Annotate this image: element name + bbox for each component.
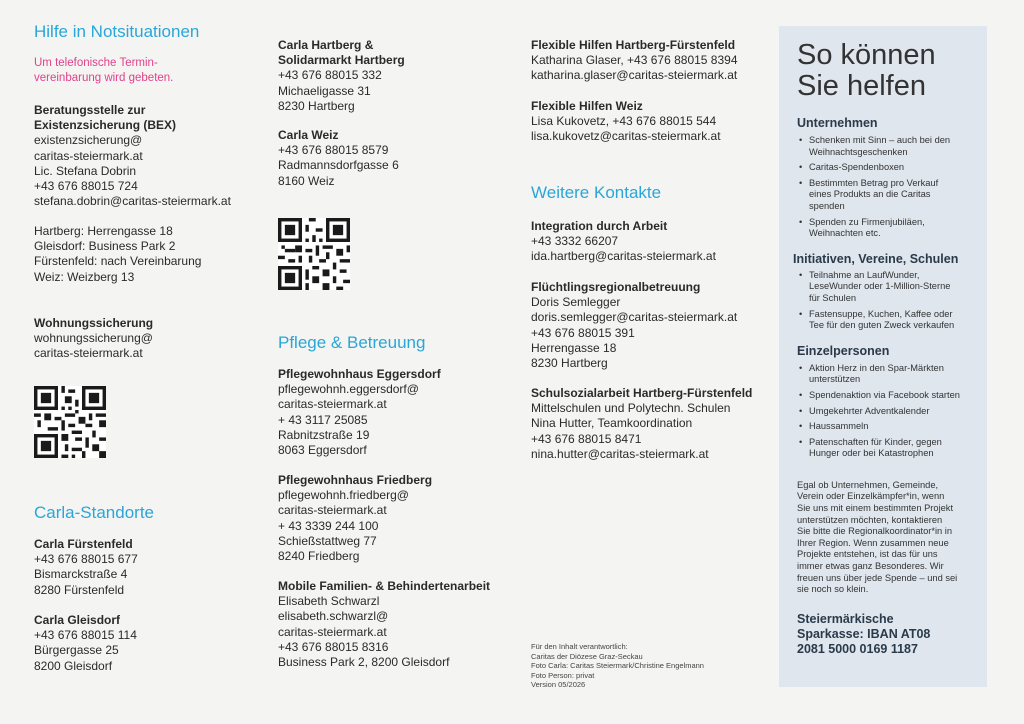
list-item: • Spendenaktion via Facebook starten: [797, 390, 971, 402]
list-item: • Haussammeln: [797, 421, 971, 433]
email-link[interactable]: ida.hartberg@caritas-steiermark.at: [531, 249, 716, 264]
section-heading-unternehmen: Unternehmen: [797, 116, 878, 130]
wohnung-block: Wohnungssicherung wohnungssicherung@ caritas-steiermark.at: [34, 316, 154, 361]
eggersdorf-block: Pflegewohnhaus Eggersdorf pflegewohnh.eggersdorf@ caritas-steiermark.at + 43 3117 25085 Rabnitzstraße 19 8063 Eggersdorf: [278, 367, 441, 458]
help-panel: [779, 26, 987, 687]
qr-code-icon: [34, 386, 106, 458]
email-link[interactable]: lisa.kukovetz@caritas-steiermark.at: [531, 129, 721, 144]
panel-title: So können Sie helfen: [797, 39, 936, 102]
imprint: Für den Inhalt verantwortlich: Caritas der Diözese Graz-Seckau Foto Carla: Caritas Steiermark/Christine Engelmann Foto Person: privat Version 05/2026: [531, 642, 704, 689]
phone-link[interactable]: +43 676 88015 332: [278, 68, 382, 83]
appointment-note: Um telefonische Termin- vereinbarung wird gebeten.: [34, 57, 174, 84]
list-initiativen: [797, 270, 971, 332]
list-item: • Schenken mit Sinn – auch bei den Weihnachtsgeschenken: [797, 135, 971, 158]
heading-pflege: Pflege & Betreuung: [278, 333, 426, 352]
list-item: • Teilnahme an LaufWunder, LeseWunder oder 1-Million-Sterne für Schulen: [797, 270, 971, 305]
email-link[interactable]: stefana.dobrin@caritas-steiermark.at: [34, 194, 231, 209]
qr-code-icon: [34, 386, 106, 458]
heading-hilfe: Hilfe in Notsituationen: [34, 22, 200, 41]
qr-code-icon: [278, 218, 350, 290]
phone-link[interactable]: + 43 3117 25085: [278, 412, 368, 427]
email-link[interactable]: elisabeth.schwarzl@: [278, 609, 389, 624]
phone-link[interactable]: +43 3332 66207: [531, 234, 619, 249]
schulsozial-block: Schulsozialarbeit Hartberg-Fürstenfeld Mittelschulen und Polytechn. Schulen Nina Hutter, Teamkoordination +43 676 88015 8471 nina.hutter@caritas-steiermark.at: [531, 386, 753, 461]
list-unternehmen: [797, 135, 971, 240]
phone-link[interactable]: +43 676 88015 114: [34, 628, 137, 643]
email-link[interactable]: pflegewohnh.friedberg@: [278, 488, 409, 503]
bank-details: Steiermärkische Sparkasse: IBAN AT08 2081 5000 0169 1187: [797, 611, 931, 656]
list-item: • Umgekehrter Adventkalender: [797, 406, 971, 418]
carla-gleisdorf-block: Carla Gleisdorf +43 676 88015 114 Bürgergasse 25 8200 Gleisdorf: [34, 613, 137, 673]
phone-link[interactable]: + 43 3339 244 100: [278, 518, 379, 533]
phone-link[interactable]: +43 676 88015 8579: [278, 143, 389, 158]
list-item: • Spenden zu Firmenjubiläen, Weihnachten etc.: [797, 217, 971, 240]
phone-link[interactable]: +43 676 88015 391: [531, 325, 635, 340]
phone-link[interactable]: +43 676 88015 677: [34, 552, 138, 567]
integration-block: Integration durch Arbeit +43 3332 66207 ida.hartberg@caritas-steiermark.at: [531, 219, 716, 264]
carla-hartberg-block: Carla Hartberg & Solidarmarkt Hartberg +43 676 88015 332 Michaeligasse 31 8230 Hartberg: [278, 38, 405, 113]
heading-weitere: Weitere Kontakte: [531, 183, 662, 202]
carla-fuerstenfeld-block: Carla Fürstenfeld +43 676 88015 677 Bismarckstraße 4 8280 Fürstenfeld: [34, 537, 138, 597]
mobile-block: Mobile Familien- & Behindertenarbeit Elisabeth Schwarzl elisabeth.schwarzl@ caritas-steiermark.at +43 676 88015 8316 Business Park 2, 8200 Gleisdorf: [278, 579, 491, 670]
email-link[interactable]: existenzsicherung@: [34, 133, 143, 148]
email-link[interactable]: katharina.glaser@caritas-steiermark.at: [531, 68, 738, 83]
list-item: • Fastensuppe, Kuchen, Kaffee oder Tee für den guten Zweck verkaufen: [797, 309, 971, 332]
email-link[interactable]: nina.hutter@caritas-steiermark.at: [531, 446, 709, 461]
panel-paragraph: Egal ob Unternehmen, Gemeinde, Verein oder Einzelkämpfer*in, wenn Sie uns mit einem bestimmten Projekt unterstützen möchten, kontaktieren Sie bitte die Regionalkoordinator*in in Ihrer Region. Wenn zusammen neue Projekte entstehen, ist das für uns immer etwas ganz Besonderes. Wir freuen uns über jede Spende – und sei sie noch so klein.: [797, 479, 958, 595]
bex-locations: Hartberg: Herrengasse 18 Gleisdorf: Business Park 2 Fürstenfeld: nach Vereinbarung Weiz: Weizberg 13: [34, 224, 202, 284]
list-einzelpersonen: [797, 363, 971, 460]
list-item: • Bestimmten Betrag pro Verkauf eines Produkts an die Caritas spenden: [797, 178, 971, 213]
list-item: • Patenschaften für Kinder, gegen Hunger oder bei Katastrophen: [797, 437, 971, 460]
carla-weiz-block: Carla Weiz +43 676 88015 8579 Radmannsdorfgasse 6 8160 Weiz: [278, 128, 399, 188]
flex-weiz-block: Flexible Hilfen Weiz Lisa Kukovetz, +43 676 88015 544 lisa.kukovetz@caritas-steiermark.at: [531, 99, 721, 144]
friedberg-block: Pflegewohnhaus Friedberg pflegewohnh.friedberg@ caritas-steiermark.at + 43 3339 244 100 Schießstattweg 77 8240 Friedberg: [278, 473, 433, 564]
bex-block: Beratungsstelle zur Existenzsicherung (BEX) existenzsicherung@ caritas-steiermark.at Lic. Stefana Dobrin +43 676 88015 724 stefana.dobrin@caritas-steiermark.at: [34, 103, 231, 209]
email-link[interactable]: wohnungssicherung@: [34, 331, 153, 346]
heading-carla-standorte: Carla-Standorte: [34, 503, 155, 522]
email-link[interactable]: doris.semlegger@caritas-steiermark.at: [531, 310, 738, 325]
section-heading-initiativen: Initiativen, Vereine, Schulen: [793, 251, 959, 266]
phone-link[interactable]: +43 676 88015 724: [34, 179, 138, 194]
flex-hf-block: Flexible Hilfen Hartberg-Fürstenfeld Katharina Glaser, +43 676 88015 8394 katharina.glaser@caritas-steiermark.at: [531, 38, 738, 83]
phone-link[interactable]: +43 676 88015 8471: [531, 431, 642, 446]
section-heading-einzelpersonen: Einzelpersonen: [797, 343, 890, 358]
list-item: • Aktion Herz in den Spar-Märkten unterstützen: [797, 363, 971, 386]
qr-code-icon: [278, 218, 350, 290]
phone-link[interactable]: +43 676 88015 8316: [278, 639, 389, 654]
email-link[interactable]: pflegewohnh.eggersdorf@: [278, 382, 419, 397]
list-item: • Caritas-Spendenboxen: [797, 162, 971, 174]
fluechtling-block: Flüchtlingsregionalbetreuung Doris Semlegger doris.semlegger@caritas-steiermark.at +43 676 88015 391 Herrengasse 18 8230 Hartberg: [531, 280, 738, 371]
